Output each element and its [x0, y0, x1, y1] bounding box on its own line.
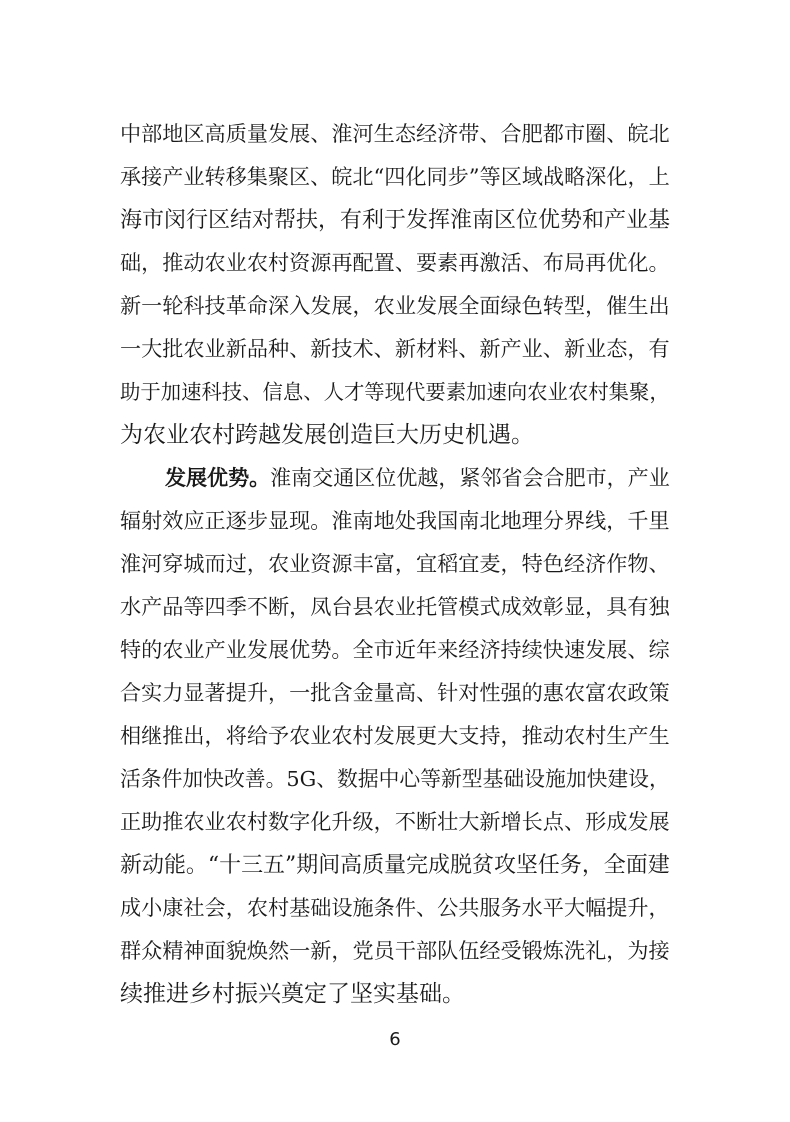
- text-line: [0, 245, 790, 281]
- text-line: [0, 847, 790, 883]
- text-line: [0, 675, 790, 711]
- paragraph-lead-heading: 发展优势。: [165, 465, 271, 490]
- text-line-content: 助于加速科技、信息、人才等现代要素加速向农业农村集聚，: [120, 380, 670, 404]
- text-line-content: 新一轮科技革命深入发展，农业发展全面绿色转型，催生出: [120, 293, 670, 318]
- text-line: [0, 933, 790, 969]
- text-line-content: 中部地区高质量发展、淮河生态经济带、合肥都市圈、皖北: [120, 121, 670, 146]
- text-line-content: 特的农业产业发展优势。全市近年来经济持续快速发展、综: [120, 637, 670, 662]
- text-line-content: 合实力显著提升，一批含金量高、针对性强的惠农富农政策: [120, 680, 670, 705]
- text-line-content: 海市闵行区结对帮扶，有利于发挥淮南区位优势和产业基: [120, 208, 671, 233]
- text-line-content: 为农业农村跨越发展创造巨大历史机遇。: [120, 422, 534, 448]
- text-line: [0, 976, 790, 1012]
- text-line-content: 续推进乡村振兴奠定了坚实基础。: [120, 981, 465, 1007]
- text-line: [0, 460, 790, 496]
- text-line-content: 础，推动农业农村资源再配置、要素再激活、布局再优化。: [120, 250, 670, 275]
- text-line-content: 淮南交通区位优越，紧邻省会合肥市，产业: [270, 465, 670, 490]
- text-line-content: 承接产业转移集聚区、皖北“四化同步”等区域战略深化，上: [120, 164, 670, 189]
- text-line-content: 相继推出，将给予农业农村发展更大支持，推动农村生产生: [120, 723, 670, 748]
- text-line: [0, 202, 790, 238]
- text-line: [0, 331, 790, 367]
- text-line: [0, 632, 790, 668]
- text-line: [0, 890, 790, 926]
- text-line: [0, 804, 790, 840]
- text-line-content: 成小康社会，农村基础设施条件、公共服务水平大幅提升，: [120, 895, 670, 920]
- text-line: [0, 288, 790, 324]
- text-line-content: 正助推农业农村数字化升级，不断壮大新增长点、形成发展: [120, 809, 670, 834]
- text-line-content: 活条件加快改善。5G、数据中心等新型基础设施加快建设，: [120, 767, 670, 791]
- text-line: [0, 589, 790, 625]
- text-line-content: 一大批农业新品种、新技术、新材料、新产业、新业态，有: [120, 336, 670, 361]
- text-line-content: 淮河穿城而过，农业资源丰富，宜稻宜麦，特色经济作物、: [120, 551, 670, 576]
- text-line: [0, 546, 790, 582]
- text-line: [0, 718, 790, 754]
- text-line: [0, 761, 790, 797]
- text-line-content: 新动能。“十三五”期间高质量完成脱贫攻坚任务，全面建: [120, 853, 670, 878]
- text-line: [0, 417, 790, 453]
- page-number: 6: [389, 1029, 401, 1050]
- text-line: [0, 159, 790, 195]
- text-line-content: 辐射效应正逐步显现。淮南地处我国南北地理分界线，千里: [120, 508, 670, 533]
- text-line: [0, 503, 790, 539]
- text-line-content: 水产品等四季不断，凤台县农业托管模式成效彰显，具有独: [120, 594, 670, 619]
- text-line: [0, 374, 790, 410]
- text-line-content: 群众精神面貌焕然一新，党员干部队伍经受锻炼洗礼，为接: [120, 938, 670, 963]
- text-line: [0, 116, 790, 152]
